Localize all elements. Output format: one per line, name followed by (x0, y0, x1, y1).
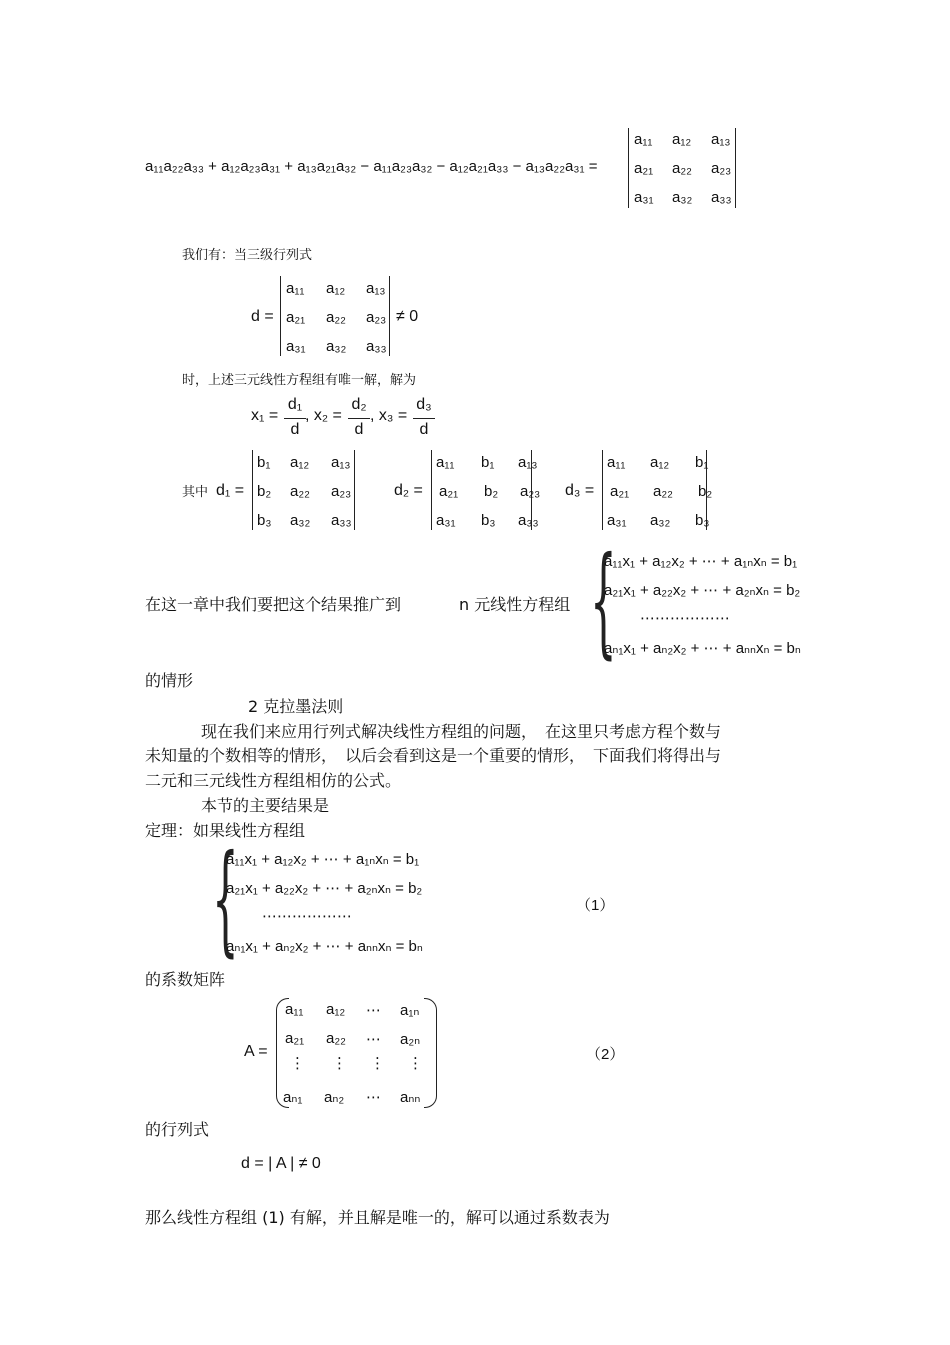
d3-label: d₃ = (565, 482, 595, 499)
section-title: 2 克拉墨法则 (248, 697, 344, 716)
matrix-A-34: ⋮ (408, 1055, 423, 1072)
eq2-tag: （2） (586, 1046, 625, 1063)
main-result: 本节的主要结果是 (201, 796, 330, 815)
n-system-dots: ⋯⋯⋯⋯⋯⋯ (640, 610, 730, 627)
d2-m-33: a₃₃ (518, 512, 539, 529)
det-bar-right (735, 128, 736, 208)
det-d-suffix: ≠ 0 (396, 308, 419, 325)
d3-m-32: a₃₂ (650, 512, 671, 529)
system1-dots: ⋯⋯⋯⋯⋯⋯ (262, 908, 352, 925)
n-system-brace: { (590, 532, 617, 671)
identity-m-13: a₁₃ (711, 131, 731, 148)
d1-m-21: b₂ (257, 483, 272, 500)
identity-m-11: a₁₁ (634, 131, 653, 148)
d1-m-32: a₃₂ (290, 512, 311, 529)
matrix-A-right-paren (424, 998, 437, 1108)
n-system-label: n 元线性方程组 (459, 595, 571, 614)
det-d-m-22: a₂₂ (326, 309, 346, 326)
matrix-A-44: aₙₙ (400, 1089, 421, 1106)
d1-m-22: a₂₂ (290, 483, 310, 500)
identity-m-23: a₂₃ (711, 160, 732, 177)
system1-brace: { (212, 830, 239, 969)
d3-m-13: b₁ (695, 454, 709, 471)
identity-m-33: a₃₃ (711, 189, 732, 206)
matrix-A-33: ⋮ (370, 1055, 385, 1072)
identity-m-12: a₁₂ (672, 131, 692, 148)
det-d-label: d = (251, 308, 274, 325)
det-d-m-33: a₃₃ (366, 338, 387, 355)
d2-m-12: b₁ (481, 454, 495, 471)
det-A: d = | A | ≠ 0 (241, 1155, 321, 1172)
det-d-m-21: a₂₁ (286, 309, 306, 326)
matrix-A-14: a₁ₙ (400, 1002, 420, 1019)
matrix-A-21: a₂₁ (285, 1030, 305, 1047)
matrix-A-13: ⋯ (366, 1002, 381, 1019)
matrix-A-24: a₂ₙ (400, 1031, 421, 1048)
d2-bar-left (431, 450, 432, 530)
d1-m-31: b₃ (257, 512, 272, 529)
d3-m-33: b₃ (695, 512, 710, 529)
sol-n3: d₃ (416, 396, 432, 413)
d1-bar-left (252, 450, 253, 530)
eq1-tag: （1） (576, 897, 615, 914)
d2-m-11: a₁₁ (436, 454, 455, 471)
sol-d1: d (290, 421, 300, 438)
d1-bar-right (354, 450, 355, 530)
matrix-A-41: aₙ₁ (283, 1089, 303, 1106)
det-d-m-23: a₂₃ (366, 309, 387, 326)
matrix-A-42: aₙ₂ (324, 1089, 345, 1106)
identity-m-22: a₂₂ (672, 160, 692, 177)
system1-eqn: aₙ₁x₁ + aₙ₂x₂ + ⋯ + aₙₙxₙ = bₙ (226, 938, 423, 955)
sol-n2: d₂ (351, 396, 367, 413)
d3-m-22: a₂₂ (653, 483, 673, 500)
sol-x1: x₁ = (251, 407, 279, 424)
det-d-m-31: a₃₁ (286, 338, 306, 355)
n-system-eqn: aₙ₁x₁ + aₙ₂x₂ + ⋯ + aₙₙxₙ = bₙ (604, 640, 801, 657)
det-d-bar-left (280, 276, 281, 356)
d3-bar-left (602, 450, 603, 530)
system1-eq2: a₂₁x₁ + a₂₂x₂ + ⋯ + a₂ₙxₙ = b₂ (226, 880, 423, 897)
d3-m-11: a₁₁ (607, 454, 626, 471)
sol-x3: , x₃ = (370, 407, 408, 424)
matrix-A-31: ⋮ (290, 1055, 305, 1072)
d2-m-32: b₃ (481, 512, 496, 529)
d2-label: d₂ = (394, 482, 423, 499)
d1-m-12: a₁₂ (290, 454, 310, 471)
matrix-A-11: a₁₁ (285, 1001, 304, 1018)
sol-x2: , x₂ = (305, 407, 342, 424)
d1-label: d₁ = (216, 482, 245, 499)
matrix-A-22: a₂₂ (326, 1030, 346, 1047)
det-d-m-13: a₁₃ (366, 280, 386, 297)
intro-line: 我们有：当三级行列式 (182, 248, 313, 263)
det-line: 的行列式 (145, 1120, 210, 1139)
sol-line1 (284, 418, 306, 419)
sol-line2 (348, 418, 370, 419)
d2-m-31: a₃₁ (436, 512, 456, 529)
system1-eq1: a₁₁x₁ + a₁₂x₂ + ⋯ + a₁ₙxₙ = b₁ (226, 851, 420, 868)
n-system-eq1: a₁₁x₁ + a₁₂x₂ + ⋯ + a₁ₙxₙ = b₁ (604, 553, 798, 570)
matrix-A-43: ⋯ (366, 1089, 381, 1106)
coef-matrix-line: 的系数矩阵 (145, 970, 226, 989)
d2-m-23: a₂₃ (520, 483, 541, 500)
det-d-bar-right (389, 276, 390, 356)
det-d-m-12: a₁₂ (326, 280, 346, 297)
d3-m-21: a₂₁ (610, 483, 630, 500)
d3-m-23: b₂ (698, 483, 713, 500)
matrix-A-label: A = (244, 1043, 268, 1060)
identity-lhs: a₁₁a₂₂a₃₃ + a₁₂a₂₃a₃₁ + a₁₃a₂₁a₃₂ − a₁₁a₂₃a₃₂ − a₁₂a₂₁a₃₃ − a₁₃a₂₂a₃₁ = (145, 158, 598, 175)
unique-solution-line: 时，上述三元线性方程组有唯一解，解为 (182, 373, 417, 388)
case-line: 的情形 (145, 671, 194, 690)
identity-m-31: a₃₁ (634, 189, 654, 206)
sol-d3: d (419, 421, 429, 438)
d1-m-11: b₁ (257, 454, 271, 471)
para1-line2: 未知量的个数相等的情形， 以后会看到这是一个重要的情形， 下面我们将得出与 (145, 746, 722, 765)
det-d-m-32: a₃₂ (326, 338, 347, 355)
sol-d2: d (354, 421, 364, 438)
generalize-line: 在这一章中我们要把这个结果推广到 (145, 595, 402, 614)
d1-m-23: a₂₃ (331, 483, 352, 500)
det-bar-left (628, 128, 629, 208)
det-d-m-11: a₁₁ (286, 280, 305, 297)
matrix-A-12: a₁₂ (326, 1001, 346, 1018)
conclusion: 那么线性方程组 (1) 有解，并且解是唯一的，解可以通过系数表为 (145, 1208, 610, 1227)
where-label: 其中 (182, 485, 209, 500)
d2-m-21: a₂₁ (439, 483, 459, 500)
d3-m-31: a₃₁ (607, 512, 627, 529)
d2-m-13: a₁₃ (518, 454, 538, 471)
d1-m-33: a₃₃ (331, 512, 352, 529)
theorem-line: 定理：如果线性方程组 (145, 821, 306, 840)
d3-m-12: a₁₂ (650, 454, 670, 471)
identity-m-32: a₃₂ (672, 189, 693, 206)
matrix-A-23: ⋯ (366, 1031, 381, 1048)
para1-line3: 二元和三元线性方程组相仿的公式。 (145, 771, 402, 790)
n-system-eq2: a₂₁x₁ + a₂₂x₂ + ⋯ + a₂ₙxₙ = b₂ (604, 582, 801, 599)
sol-n1: d₁ (287, 396, 303, 413)
matrix-A-32: ⋮ (332, 1055, 347, 1072)
d1-m-13: a₁₃ (331, 454, 351, 471)
sol-line3 (413, 418, 435, 419)
para1-line1: 现在我们来应用行列式解决线性方程组的问题， 在这里只考虑方程个数与 (201, 722, 722, 741)
d2-m-22: b₂ (484, 483, 499, 500)
identity-m-21: a₂₁ (634, 160, 654, 177)
